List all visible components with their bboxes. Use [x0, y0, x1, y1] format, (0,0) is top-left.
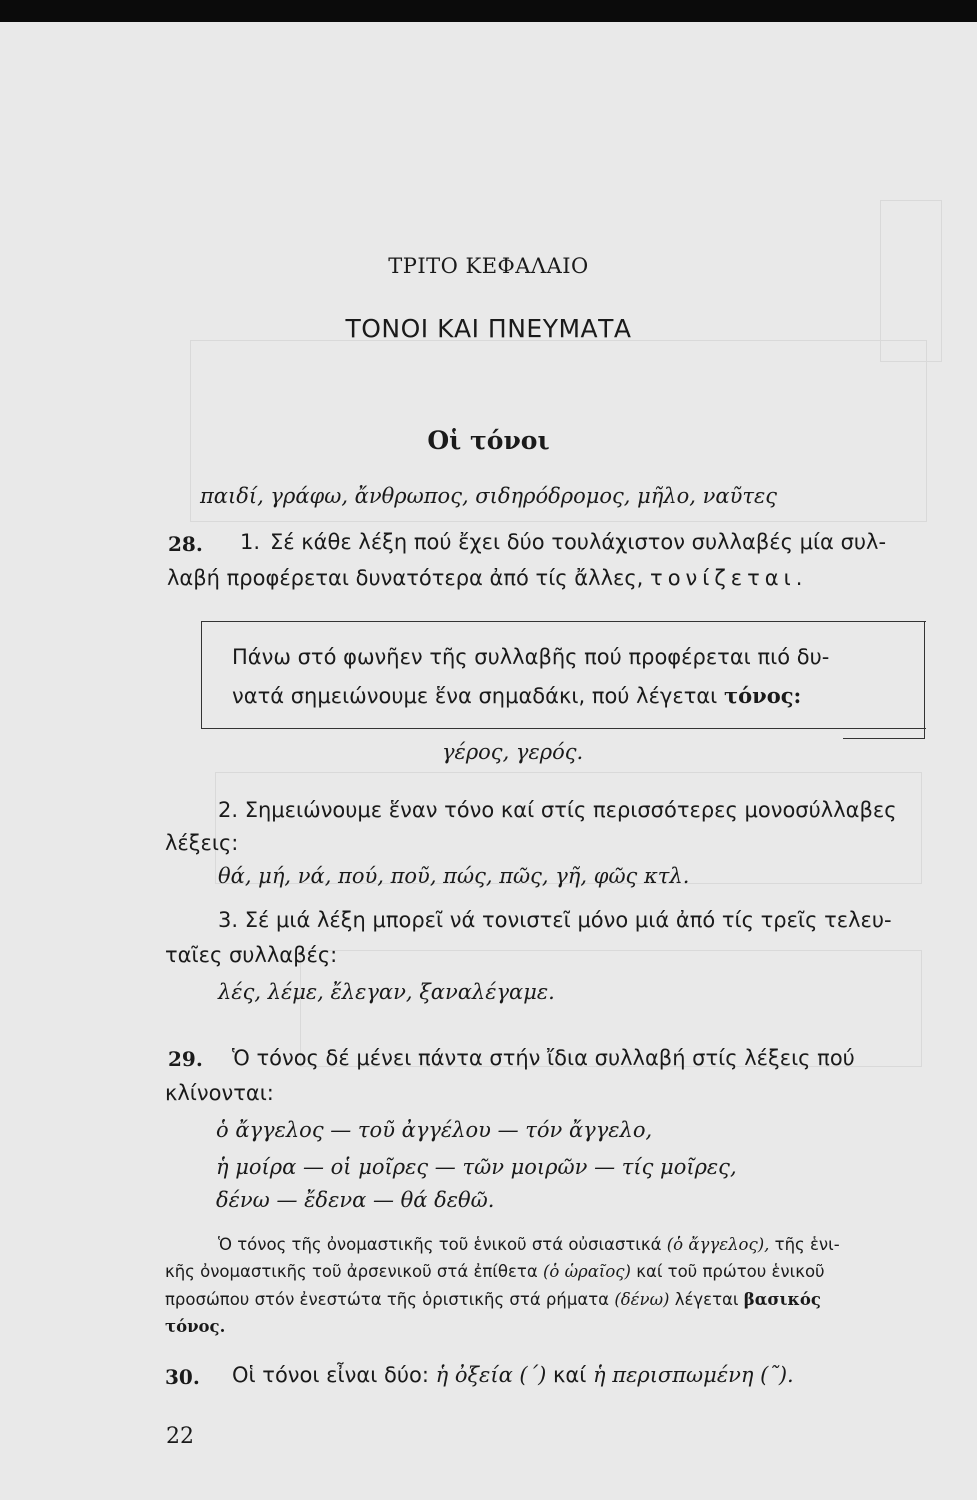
paragraph-number-29: 29.: [168, 1047, 203, 1071]
item-1-line-2-text: λαβή προφέρεται δυνατότερα ἀπό τίς ἄλλες,: [167, 566, 644, 590]
note-line-1-end: τῆς ἑνι-: [774, 1235, 840, 1254]
rule-box-edge: [924, 621, 925, 739]
paragraph-29-example-3: δένω — ἔδενα — θά δεθῶ.: [216, 1188, 495, 1212]
section-title: ΤΟΝΟΙ ΚΑΙ ΠΝΕΥΜΑΤΑ: [345, 314, 632, 343]
paragraph-30-and: καί: [553, 1363, 587, 1387]
rule-box-examples: γέρος, γερός.: [442, 740, 584, 764]
paragraph-29-example-1: ὁ ἄγγελος — τοῦ ἀγγέλου — τόν ἄγγελο,: [216, 1118, 653, 1142]
paragraph-number-28: 28.: [168, 532, 203, 556]
paragraph-30-text: [232, 1363, 794, 1387]
paragraph-29-example-2: ἡ μοίρα — οἱ μοῖρες — τῶν μοιρῶν — τίς μοῖρες,: [216, 1155, 737, 1179]
item-1-line-2: [167, 566, 807, 590]
subsection-title: Οἱ τόνοι: [427, 426, 550, 455]
item-2-line-2: λέξεις:: [165, 831, 239, 855]
item-3-line-2: ταῖες συλλαβές:: [165, 943, 338, 967]
page-number: 22: [166, 1424, 194, 1449]
rule-box-line-2: [232, 683, 801, 708]
rule-box-line-2-text: νατά σημειώνουμε ἕνα σημαδάκι, πού λέγεται: [232, 684, 718, 708]
paragraph-30-oxeia: ἡ ὀξεία (΄): [435, 1363, 547, 1387]
chapter-heading: ΤΡΙΤΟ ΚΕΦΑΛΑΙΟ: [388, 254, 589, 278]
note-line-1-example: (ὁ ἄγγελος),: [666, 1235, 770, 1254]
item-3-line-1: 3. Σέ μιά λέξη μπορεῖ νά τονιστεῖ μόνο μιά ἀπό τίς τρεῖς τελευ-: [218, 908, 892, 932]
item-1-line-1: Σέ κάθε λέξη πού ἔχει δύο τουλάχιστον συλλαβές μία συλ-: [270, 530, 887, 554]
paragraph-30-perispomeni: ἡ περισπωμένη (῀).: [593, 1363, 794, 1387]
note-line-2-end: καί τοῦ πρώτου ἑνικοῦ: [636, 1262, 825, 1281]
note-line-3-end: λέγεται: [674, 1290, 739, 1309]
intro-examples: παιδί, γράφω, ἄνθρωπος, σιδηρόδρομος, μῆλο, ναῦτες: [199, 484, 778, 508]
note-line-2: [165, 1262, 825, 1281]
item-3-examples: λές, λέμε, ἔλεγαν, ξαναλέγαμε.: [218, 980, 555, 1004]
note-line-1: [218, 1235, 840, 1254]
note-line-3-example: (δένω): [614, 1290, 670, 1309]
rule-box-key-term: τόνος:: [723, 683, 802, 708]
scan-top-border: [0, 0, 977, 22]
note-line-1-text: Ὁ τόνος τῆς ὀνομαστικῆς τοῦ ἑνικοῦ στά οὐσιαστικά: [218, 1235, 662, 1254]
paragraph-30-text-a: Οἱ τόνοι εἶναι δύο:: [232, 1363, 429, 1387]
note-key-term-end: τόνος.: [165, 1317, 226, 1336]
note-line-2-example: (ὁ ὡραῖος): [542, 1262, 631, 1281]
note-key-term: βασικός: [743, 1290, 821, 1309]
item-1-key-term: τονίζεται.: [650, 566, 808, 590]
note-line-3: [165, 1290, 821, 1309]
item-1-label: 1.: [240, 530, 261, 554]
note-line-3-text: προσώπου στόν ἐνεστώτα τῆς ὁριστικῆς στά ρήματα: [165, 1290, 610, 1309]
item-2-line-1: 2. Σημειώνουμε ἕναν τόνο καί στίς περισσότερες μονοσύλλαβες: [218, 798, 897, 822]
rule-box-edge: [843, 738, 925, 739]
note-line-2-text: κῆς ὀνομαστικῆς τοῦ ἀρσενικοῦ στά ἐπίθετα: [165, 1262, 538, 1281]
paragraph-29-line-2: κλίνονται:: [165, 1081, 274, 1105]
rule-box: [201, 621, 926, 729]
item-2-examples: θά, μή, νά, πού, ποῦ, πώς, πῶς, γῆ, φῶς κτλ.: [218, 864, 690, 888]
paragraph-29-line-1: Ὁ τόνος δέ μένει πάντα στήν ἴδια συλλαβή στίς λέξεις πού: [232, 1046, 855, 1070]
paragraph-number-30: 30.: [165, 1365, 200, 1389]
rule-box-line-1: Πάνω στό φωνῆεν τῆς συλλαβῆς πού προφέρεται πιό δυ-: [232, 645, 830, 669]
